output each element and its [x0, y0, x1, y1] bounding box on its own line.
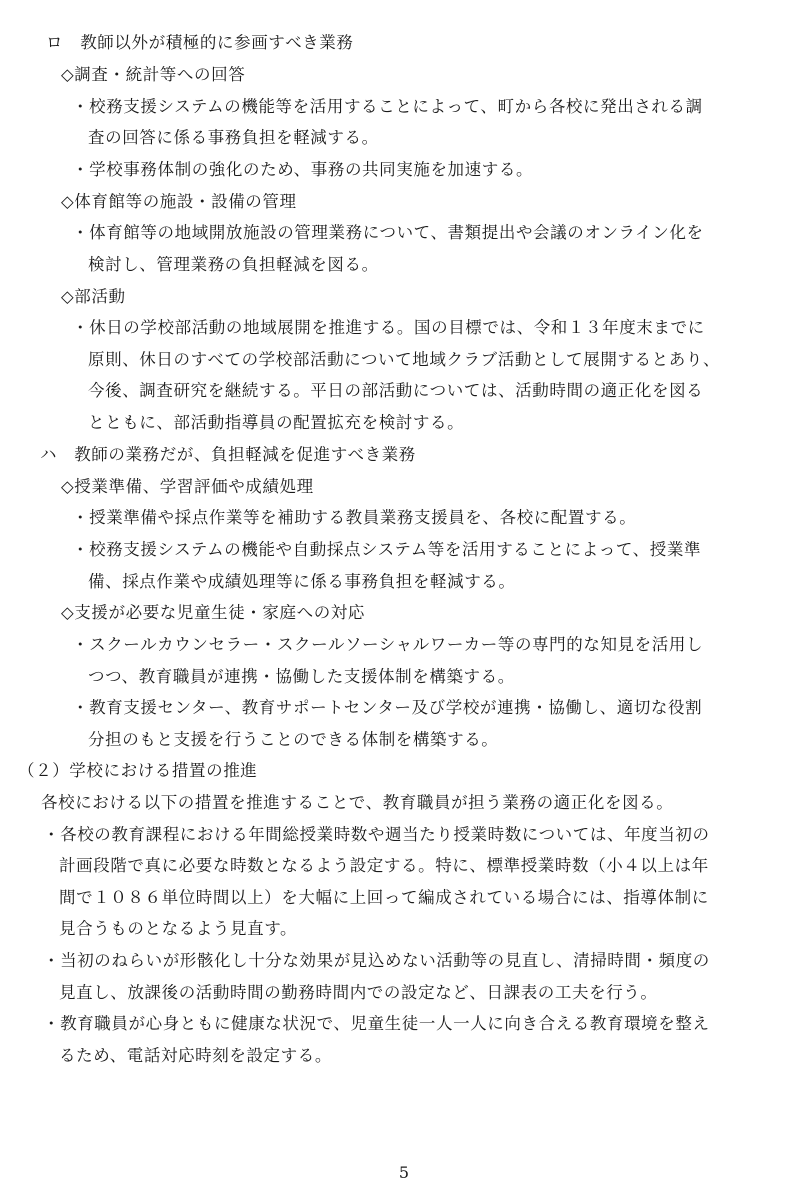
- bullet-item: ・学校事務体制の強化のため、事務の共同実施を加速する。: [72, 160, 534, 179]
- bullet-continuation: 原則、休日のすべての学校部活動について地域クラブ活動として展開するとあり、: [88, 350, 721, 369]
- subheading-support: ◇支援が必要な児童生徒・家庭への対応: [61, 603, 365, 622]
- bullet-item: ・教育職員が心身ともに健康な状況で、児童生徒一人一人に向き合える教育環境を整え: [43, 1014, 710, 1033]
- subheading-lesson-prep: ◇授業準備、学習評価や成績処理: [61, 477, 314, 496]
- page-number: 5: [398, 1163, 410, 1182]
- heading-ro: ロ 教師以外が積極的に参画すべき業務: [46, 33, 354, 52]
- bullet-continuation: 分担のもと支援を行うことのできる体制を構築する。: [88, 730, 499, 749]
- section-heading-2: （２）学校における措置の推進: [18, 761, 258, 780]
- bullet-item: ・授業準備や採点作業等を補助する教員業務支援員を、各校に配置する。: [72, 508, 637, 527]
- subheading-club: ◇部活動: [61, 287, 126, 306]
- subheading-facilities: ◇体育館等の施設・設備の管理: [61, 192, 297, 211]
- bullet-item: ・休日の学校部活動の地域展開を推進する。国の目標では、令和１３年度末までに: [72, 318, 705, 337]
- bullet-item: ・校務支援システムの機能等を活用することによって、町から各校に発出される調: [72, 97, 703, 116]
- bullet-continuation: 計画段階で真に必要な時数となるよう設定する。特に、標準授業時数（小４以上は年: [59, 856, 709, 875]
- bullet-item: ・体育館等の地域開放施設の管理業務について、書類提出や会議のオンライン化を: [72, 223, 704, 242]
- bullet-item: ・当初のねらいが形骸化し十分な効果が見込めない活動等の見直し、清掃時間・頻度の: [43, 951, 710, 970]
- bullet-continuation: 備、採点作業や成績処理等に係る事務負担を軽減する。: [88, 572, 516, 591]
- heading-ha: ハ 教師の業務だが、負担軽減を促進すべき業務: [40, 445, 416, 464]
- bullet-item: ・各校の教育課程における年間総授業時数や週当たり授業時数については、年度当初の: [43, 825, 710, 844]
- bullet-continuation: 今後、調査研究を継続する。平日の部活動については、活動時間の適正化を図る: [88, 381, 704, 400]
- bullet-continuation: つつ、教育職員が連携・協働した支援体制を構築する。: [88, 667, 515, 686]
- bullet-continuation: 検討し、管理業務の負担軽減を図る。: [88, 255, 379, 274]
- bullet-item: ・校務支援システムの機能や自動採点システム等を活用することによって、授業準: [72, 540, 702, 559]
- bullet-continuation: 間で１０８６単位時間以上）を大幅に上回って編成されている場合には、指導体制に: [59, 888, 709, 907]
- bullet-continuation: とともに、部活動指導員の配置拡充を検討する。: [88, 413, 465, 432]
- subheading-survey: ◇調査・統計等への回答: [61, 65, 246, 84]
- bullet-continuation: るため、電話対応時刻を設定する。: [59, 1046, 332, 1065]
- bullet-continuation: 見直し、放課後の活動時間の勤務時間内での設定など、日課表の工夫を行う。: [59, 983, 658, 1002]
- section-intro: 各校における以下の措置を推進することで、教育職員が担う業務の適正化を図る。: [41, 793, 674, 812]
- bullet-continuation: 見合うものとなるよう見直す。: [59, 919, 298, 938]
- bullet-item: ・教育支援センター、教育サポートセンター及び学校が連携・協働し、適切な役割: [72, 698, 703, 717]
- bullet-item: ・スクールカウンセラー・スクールソーシャルワーカー等の専門的な知見を活用し: [72, 635, 704, 654]
- bullet-continuation: 査の回答に係る事務負担を軽減する。: [88, 128, 379, 147]
